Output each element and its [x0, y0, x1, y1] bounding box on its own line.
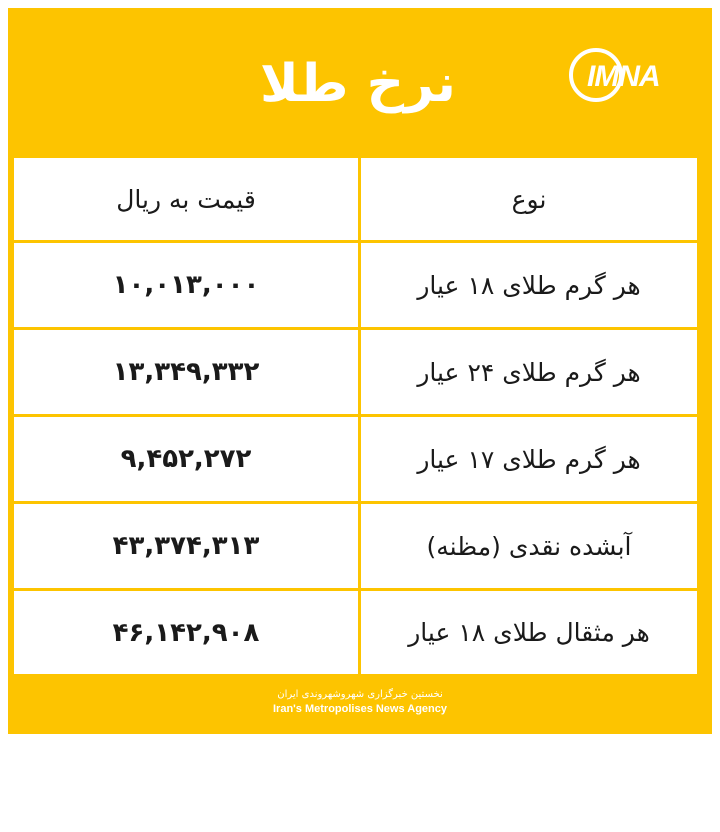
row-type: هر گرم طلای ۱۷ عیار [361, 417, 697, 501]
row-type: هر گرم طلای ۲۴ عیار [361, 330, 697, 414]
row-type: آبشده نقدی (مظنه) [361, 504, 697, 588]
row-price: ۱۳,۳۴۹,۳۳۲ [14, 330, 358, 414]
price-table [14, 158, 697, 674]
footer [210, 688, 510, 716]
logo-text: IMNA [587, 60, 660, 93]
row-price: ۹,۴۵۲,۲۷۲ [14, 417, 358, 501]
row-price: ۱۰,۰۱۳,۰۰۰ [14, 243, 358, 327]
page-title: نرخ طلا [260, 54, 456, 114]
row-type: هر مثقال طلای ۱۸ عیار [361, 591, 697, 674]
imna-logo [567, 46, 691, 104]
header-type: نوع [361, 158, 697, 240]
header-price: قیمت به ریال [14, 158, 358, 240]
footer-tagline-en: Iran's Metropolises News Agency [273, 703, 447, 715]
row-type: هر گرم طلای ۱۸ عیار [361, 243, 697, 327]
row-price: ۴۶,۱۴۲,۹۰۸ [14, 591, 358, 674]
row-price: ۴۳,۳۷۴,۳۱۳ [14, 504, 358, 588]
footer-tagline-fa: نخستین خبرگزاری شهروشهروندی ایران [277, 689, 443, 700]
